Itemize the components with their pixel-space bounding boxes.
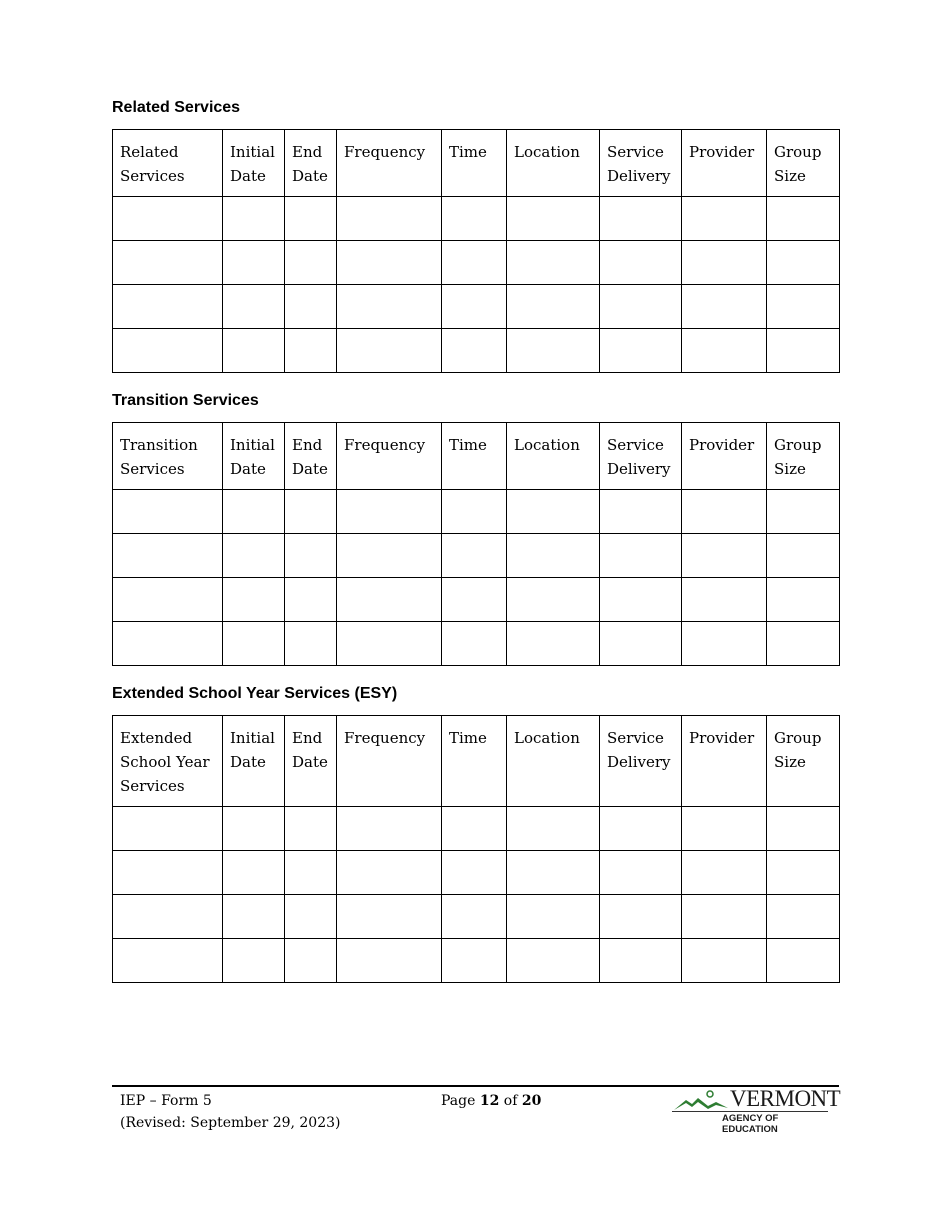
table-cell[interactable] (285, 851, 337, 895)
table-cell[interactable] (442, 851, 507, 895)
table-cell[interactable] (285, 807, 337, 851)
table-cell[interactable] (682, 939, 767, 983)
esy-services-table (112, 715, 840, 983)
page-prefix: Page (441, 1093, 476, 1109)
table-cell[interactable] (113, 895, 223, 939)
table-cell[interactable] (223, 329, 285, 373)
table-row (113, 241, 840, 285)
footer-revised-date: (Revised: September 29, 2023) (120, 1115, 341, 1131)
table-cell[interactable] (113, 197, 223, 241)
page-current: 12 (479, 1093, 500, 1109)
table-cell[interactable] (337, 622, 442, 666)
table-cell[interactable] (507, 285, 600, 329)
table-cell[interactable] (285, 490, 337, 534)
footer-form-name: IEP – Form 5 (120, 1093, 212, 1109)
header-cell: Time (442, 716, 507, 807)
table-header-row (113, 716, 840, 807)
table-cell[interactable] (223, 807, 285, 851)
table-cell[interactable] (507, 241, 600, 285)
table-cell[interactable] (507, 895, 600, 939)
vermont-aoe-logo (672, 1086, 841, 1135)
section-title-esy: Extended School Year Services (ESY) (112, 685, 398, 702)
page-total: 20 (521, 1093, 542, 1109)
header-cell: Time (442, 130, 507, 197)
table-cell[interactable] (682, 807, 767, 851)
footer-form-info (120, 1090, 341, 1134)
table-cell[interactable] (442, 895, 507, 939)
table-cell[interactable] (113, 578, 223, 622)
table-cell[interactable] (442, 285, 507, 329)
logo-wordmark: VERMONT (730, 1086, 841, 1111)
table-cell[interactable] (767, 329, 840, 373)
table-cell[interactable] (223, 851, 285, 895)
table-cell[interactable] (285, 197, 337, 241)
table-row (113, 329, 840, 373)
table-cell[interactable] (682, 895, 767, 939)
header-cell: Transition Services (113, 423, 223, 490)
table-cell[interactable] (337, 329, 442, 373)
table-cell[interactable] (767, 939, 840, 983)
table-cell[interactable] (337, 895, 442, 939)
table-cell[interactable] (113, 285, 223, 329)
table-row (113, 895, 840, 939)
table-cell[interactable] (507, 939, 600, 983)
table-row (113, 578, 840, 622)
header-cell: Service Delivery (600, 130, 682, 197)
table-cell[interactable] (600, 939, 682, 983)
table-cell[interactable] (337, 578, 442, 622)
table-cell[interactable] (682, 622, 767, 666)
table-cell[interactable] (223, 197, 285, 241)
header-cell: Initial Date (223, 716, 285, 807)
table-cell[interactable] (600, 807, 682, 851)
table-cell[interactable] (285, 578, 337, 622)
table-cell[interactable] (113, 807, 223, 851)
header-cell: End Date (285, 423, 337, 490)
table-cell[interactable] (113, 622, 223, 666)
table-cell[interactable] (600, 534, 682, 578)
table-cell[interactable] (442, 622, 507, 666)
table-cell[interactable] (767, 578, 840, 622)
table-cell[interactable] (767, 807, 840, 851)
header-cell: Group Size (767, 423, 840, 490)
table-cell[interactable] (337, 534, 442, 578)
table-cell[interactable] (767, 197, 840, 241)
table-cell[interactable] (767, 622, 840, 666)
table-cell[interactable] (442, 939, 507, 983)
table-row (113, 285, 840, 329)
table-cell[interactable] (337, 490, 442, 534)
table-cell[interactable] (507, 622, 600, 666)
header-cell: Group Size (767, 130, 840, 197)
table-row (113, 622, 840, 666)
table-cell[interactable] (113, 534, 223, 578)
table-cell[interactable] (113, 490, 223, 534)
table-cell[interactable] (285, 285, 337, 329)
header-cell: Provider (682, 716, 767, 807)
header-cell: Related Services (113, 130, 223, 197)
table-cell[interactable] (442, 490, 507, 534)
table-cell[interactable] (285, 241, 337, 285)
related-services-table (112, 129, 840, 373)
table-cell[interactable] (600, 285, 682, 329)
table-header-row (113, 130, 840, 197)
table-cell[interactable] (337, 851, 442, 895)
table-cell[interactable] (337, 807, 442, 851)
table-cell[interactable] (682, 534, 767, 578)
header-cell: Frequency (337, 716, 442, 807)
page-of: of (503, 1093, 518, 1109)
table-cell[interactable] (285, 939, 337, 983)
table-cell[interactable] (600, 851, 682, 895)
table-cell[interactable] (600, 622, 682, 666)
header-cell: Provider (682, 130, 767, 197)
table-cell[interactable] (507, 490, 600, 534)
header-cell: Provider (682, 423, 767, 490)
table-cell[interactable] (682, 241, 767, 285)
header-cell: Location (507, 423, 600, 490)
table-cell[interactable] (337, 197, 442, 241)
header-cell: Extended School Year Services (113, 716, 223, 807)
table-row (113, 807, 840, 851)
header-cell: Frequency (337, 130, 442, 197)
header-cell: End Date (285, 130, 337, 197)
header-cell: Group Size (767, 716, 840, 807)
table-cell[interactable] (113, 939, 223, 983)
table-cell[interactable] (600, 895, 682, 939)
table-cell[interactable] (507, 197, 600, 241)
table-cell[interactable] (223, 939, 285, 983)
logo-rule (672, 1111, 828, 1112)
header-cell: Location (507, 716, 600, 807)
table-cell[interactable] (113, 851, 223, 895)
header-cell: Initial Date (223, 423, 285, 490)
table-cell[interactable] (223, 895, 285, 939)
table-row (113, 939, 840, 983)
table-cell[interactable] (682, 285, 767, 329)
table-cell[interactable] (285, 622, 337, 666)
table-cell[interactable] (442, 197, 507, 241)
transition-services-table (112, 422, 840, 666)
header-cell: Initial Date (223, 130, 285, 197)
table-cell[interactable] (442, 534, 507, 578)
page-number (441, 1090, 541, 1112)
table-cell[interactable] (223, 241, 285, 285)
table-cell[interactable] (337, 939, 442, 983)
table-cell[interactable] (600, 241, 682, 285)
header-cell: Location (507, 130, 600, 197)
logo-subtitle: AGENCY OF EDUCATION (722, 1113, 779, 1135)
table-cell[interactable] (507, 534, 600, 578)
table-cell[interactable] (682, 851, 767, 895)
table-cell[interactable] (682, 329, 767, 373)
table-cell[interactable] (767, 490, 840, 534)
table-cell[interactable] (442, 578, 507, 622)
table-row (113, 534, 840, 578)
table-row (113, 197, 840, 241)
table-cell[interactable] (767, 534, 840, 578)
table-cell[interactable] (767, 285, 840, 329)
table-cell[interactable] (285, 329, 337, 373)
table-cell[interactable] (600, 490, 682, 534)
table-cell[interactable] (507, 329, 600, 373)
table-cell[interactable] (600, 197, 682, 241)
table-cell[interactable] (223, 578, 285, 622)
table-row (113, 490, 840, 534)
table-cell[interactable] (223, 534, 285, 578)
table-cell[interactable] (507, 578, 600, 622)
table-cell[interactable] (600, 578, 682, 622)
table-header-row (113, 423, 840, 490)
table-cell[interactable] (337, 241, 442, 285)
table-cell[interactable] (337, 285, 442, 329)
table-cell[interactable] (507, 807, 600, 851)
table-cell[interactable] (682, 578, 767, 622)
table-row (113, 851, 840, 895)
table-cell[interactable] (223, 490, 285, 534)
table-cell[interactable] (767, 851, 840, 895)
table-cell[interactable] (113, 329, 223, 373)
table-cell[interactable] (767, 241, 840, 285)
header-cell: End Date (285, 716, 337, 807)
section-title-transition-services: Transition Services (112, 392, 259, 409)
table-cell[interactable] (223, 285, 285, 329)
header-cell: Time (442, 423, 507, 490)
table-cell[interactable] (600, 329, 682, 373)
header-cell: Service Delivery (600, 716, 682, 807)
table-cell[interactable] (442, 807, 507, 851)
table-cell[interactable] (507, 851, 600, 895)
table-cell[interactable] (442, 241, 507, 285)
table-cell[interactable] (767, 895, 840, 939)
table-cell[interactable] (285, 895, 337, 939)
mountain-logo-icon (672, 1088, 734, 1112)
table-cell[interactable] (442, 329, 507, 373)
header-cell: Service Delivery (600, 423, 682, 490)
header-cell: Frequency (337, 423, 442, 490)
section-title-related-services: Related Services (112, 99, 241, 116)
table-cell[interactable] (285, 534, 337, 578)
table-cell[interactable] (682, 490, 767, 534)
table-cell[interactable] (682, 197, 767, 241)
table-cell[interactable] (113, 241, 223, 285)
table-cell[interactable] (223, 622, 285, 666)
